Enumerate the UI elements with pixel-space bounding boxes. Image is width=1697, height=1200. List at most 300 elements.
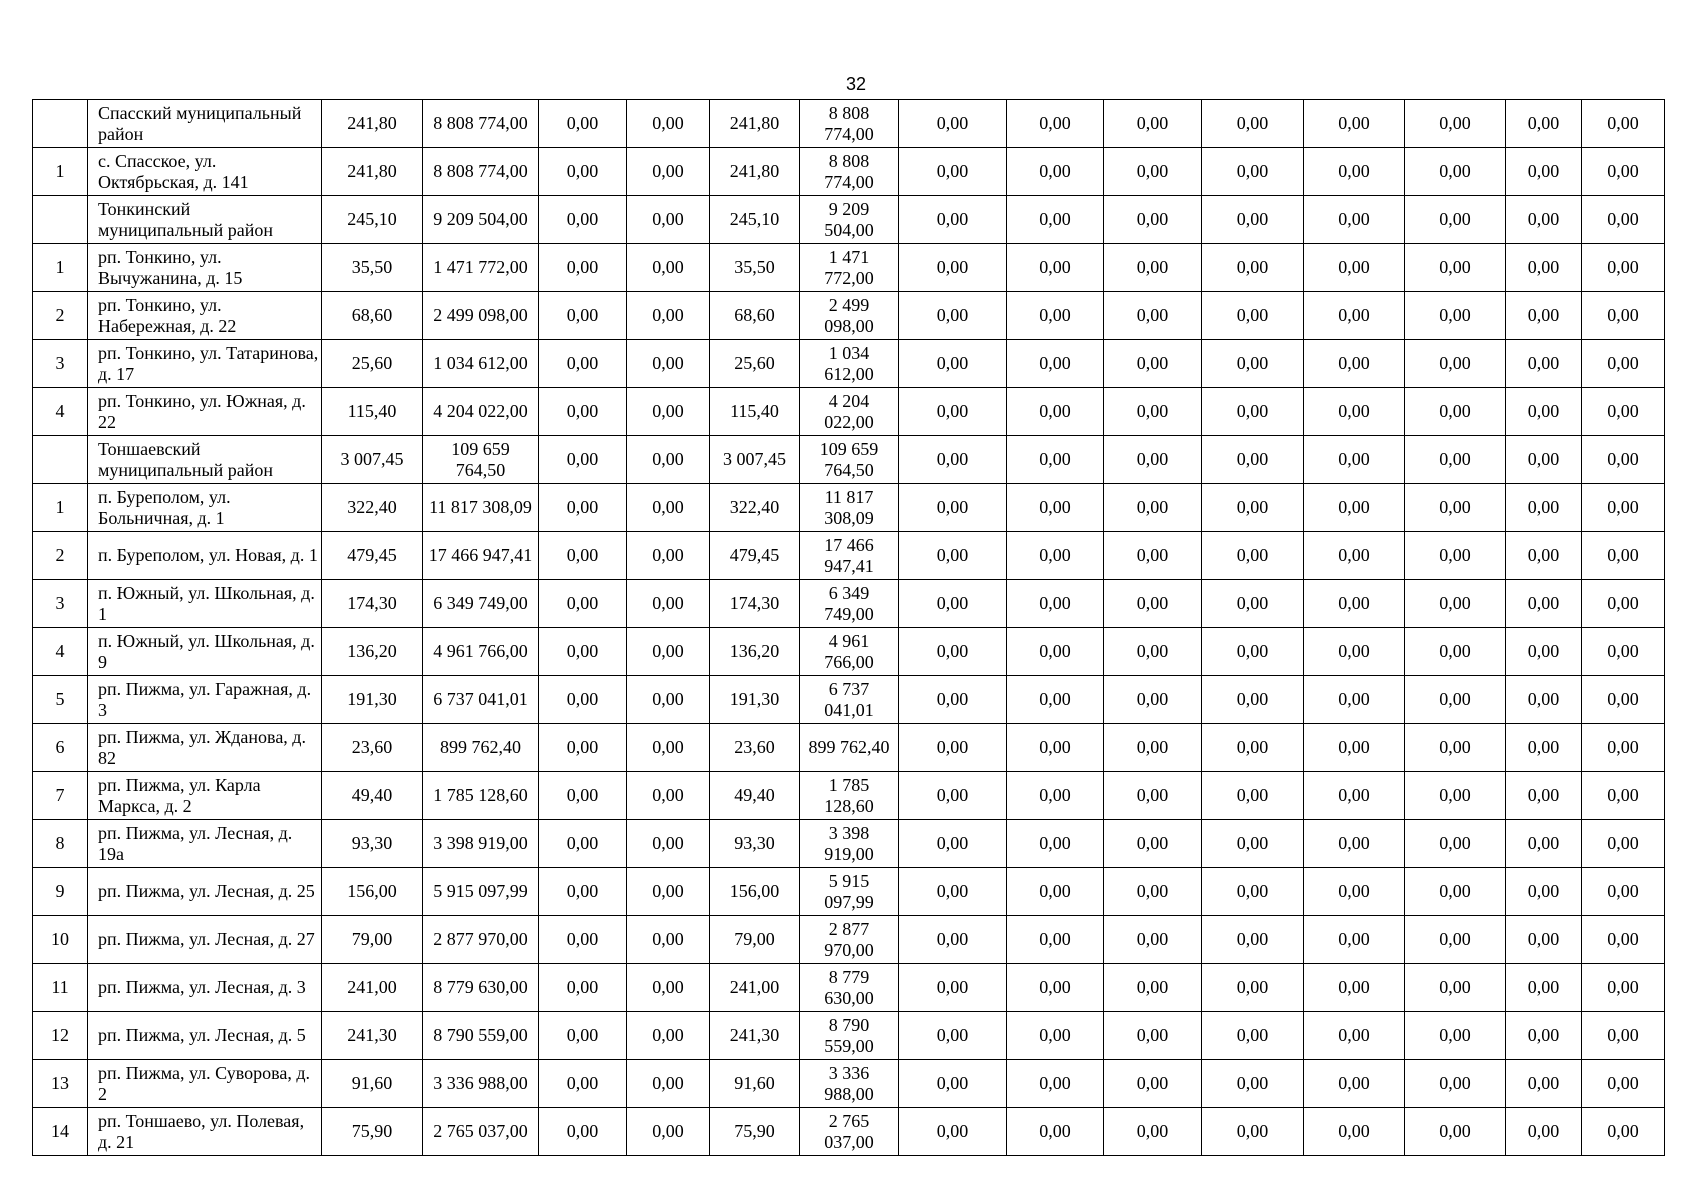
value-cell-col-14: 0,00 [1405, 724, 1506, 772]
value-cell-col-8: 8 790 559,00 [800, 1012, 899, 1060]
value-cell-col-5: 0,00 [539, 148, 627, 196]
value-cell-col-8: 9 209 504,00 [800, 196, 899, 244]
value-cell-col-13: 0,00 [1304, 100, 1405, 148]
value-cell-col-8: 3 398 919,00 [800, 820, 899, 868]
table-row [33, 964, 1665, 1012]
value-cell-col-14: 0,00 [1405, 484, 1506, 532]
value-cell-col-8: 6 349 749,00 [800, 580, 899, 628]
value-cell-col-4: 17 466 947,41 [423, 532, 539, 580]
value-cell-col-8: 8 808 774,00 [800, 100, 899, 148]
value-cell-col-6: 0,00 [627, 1060, 710, 1108]
row-number-cell: 1 [33, 148, 88, 196]
table-row [33, 532, 1665, 580]
object-name-cell: с. Спасское, ул. Октябрьская, д. 141 [88, 148, 322, 196]
object-name-cell: п. Южный, ул. Школьная, д. 1 [88, 580, 322, 628]
value-cell-col-3: 245,10 [322, 196, 423, 244]
value-cell-col-3: 241,80 [322, 148, 423, 196]
value-cell-col-11: 0,00 [1104, 196, 1202, 244]
row-number-cell: 7 [33, 772, 88, 820]
table-row [33, 916, 1665, 964]
value-cell-col-10: 0,00 [1007, 772, 1104, 820]
row-number-cell: 11 [33, 964, 88, 1012]
row-number-cell: 12 [33, 1012, 88, 1060]
value-cell-col-4: 899 762,40 [423, 724, 539, 772]
value-cell-col-6: 0,00 [627, 532, 710, 580]
value-cell-col-16: 0,00 [1582, 292, 1665, 340]
value-cell-col-16: 0,00 [1582, 196, 1665, 244]
table-row [33, 676, 1665, 724]
object-name-cell: рп. Пижма, ул. Карла Маркса, д. 2 [88, 772, 322, 820]
value-cell-col-5: 0,00 [539, 1108, 627, 1156]
value-cell-col-5: 0,00 [539, 820, 627, 868]
value-cell-col-12: 0,00 [1202, 868, 1304, 916]
value-cell-col-8: 4 961 766,00 [800, 628, 899, 676]
object-name-cell: рп. Тонкино, ул. Южная, д. 22 [88, 388, 322, 436]
table-row [33, 868, 1665, 916]
value-cell-col-10: 0,00 [1007, 868, 1104, 916]
value-cell-col-3: 115,40 [322, 388, 423, 436]
value-cell-col-16: 0,00 [1582, 100, 1665, 148]
value-cell-col-5: 0,00 [539, 580, 627, 628]
value-cell-col-3: 156,00 [322, 868, 423, 916]
value-cell-col-9: 0,00 [899, 292, 1007, 340]
value-cell-col-8: 11 817 308,09 [800, 484, 899, 532]
value-cell-col-11: 0,00 [1104, 772, 1202, 820]
value-cell-col-8: 3 336 988,00 [800, 1060, 899, 1108]
value-cell-col-12: 0,00 [1202, 1108, 1304, 1156]
value-cell-col-11: 0,00 [1104, 628, 1202, 676]
object-name-cell: Спасский муниципальный район [88, 100, 322, 148]
value-cell-col-14: 0,00 [1405, 436, 1506, 484]
value-cell-col-14: 0,00 [1405, 100, 1506, 148]
value-cell-col-3: 75,90 [322, 1108, 423, 1156]
object-name-cell: рп. Тоншаево, ул. Полевая, д. 21 [88, 1108, 322, 1156]
object-name-cell: п. Буреполом, ул. Больничная, д. 1 [88, 484, 322, 532]
value-cell-col-7: 322,40 [710, 484, 800, 532]
object-name-cell: п. Южный, ул. Школьная, д. 9 [88, 628, 322, 676]
value-cell-col-9: 0,00 [899, 244, 1007, 292]
value-cell-col-7: 35,50 [710, 244, 800, 292]
value-cell-col-16: 0,00 [1582, 1060, 1665, 1108]
value-cell-col-13: 0,00 [1304, 148, 1405, 196]
value-cell-col-12: 0,00 [1202, 340, 1304, 388]
value-cell-col-4: 8 808 774,00 [423, 148, 539, 196]
row-number-cell: 5 [33, 676, 88, 724]
value-cell-col-13: 0,00 [1304, 196, 1405, 244]
value-cell-col-7: 245,10 [710, 196, 800, 244]
value-cell-col-6: 0,00 [627, 964, 710, 1012]
value-cell-col-10: 0,00 [1007, 724, 1104, 772]
object-name-cell: рп. Тонкино, ул. Вычужанина, д. 15 [88, 244, 322, 292]
value-cell-col-11: 0,00 [1104, 1060, 1202, 1108]
row-number-cell: 10 [33, 916, 88, 964]
value-cell-col-16: 0,00 [1582, 340, 1665, 388]
value-cell-col-7: 25,60 [710, 340, 800, 388]
value-cell-col-9: 0,00 [899, 148, 1007, 196]
value-cell-col-13: 0,00 [1304, 1108, 1405, 1156]
value-cell-col-11: 0,00 [1104, 724, 1202, 772]
value-cell-col-8: 8 808 774,00 [800, 148, 899, 196]
value-cell-col-15: 0,00 [1506, 724, 1582, 772]
value-cell-col-12: 0,00 [1202, 1060, 1304, 1108]
value-cell-col-11: 0,00 [1104, 484, 1202, 532]
value-cell-col-13: 0,00 [1304, 244, 1405, 292]
value-cell-col-4: 11 817 308,09 [423, 484, 539, 532]
row-number-cell: 14 [33, 1108, 88, 1156]
value-cell-col-5: 0,00 [539, 100, 627, 148]
row-number-cell [33, 436, 88, 484]
value-cell-col-7: 156,00 [710, 868, 800, 916]
value-cell-col-8: 1 034 612,00 [800, 340, 899, 388]
value-cell-col-4: 6 737 041,01 [423, 676, 539, 724]
table-row [33, 1060, 1665, 1108]
value-cell-col-10: 0,00 [1007, 676, 1104, 724]
value-cell-col-15: 0,00 [1506, 340, 1582, 388]
value-cell-col-3: 23,60 [322, 724, 423, 772]
value-cell-col-9: 0,00 [899, 532, 1007, 580]
value-cell-col-15: 0,00 [1506, 580, 1582, 628]
value-cell-col-11: 0,00 [1104, 100, 1202, 148]
value-cell-col-13: 0,00 [1304, 724, 1405, 772]
value-cell-col-6: 0,00 [627, 868, 710, 916]
value-cell-col-14: 0,00 [1405, 532, 1506, 580]
value-cell-col-13: 0,00 [1304, 1060, 1405, 1108]
object-name-cell: рп. Пижма, ул. Жданова, д. 82 [88, 724, 322, 772]
value-cell-col-4: 2 765 037,00 [423, 1108, 539, 1156]
value-cell-col-12: 0,00 [1202, 436, 1304, 484]
table-row [33, 340, 1665, 388]
value-cell-col-13: 0,00 [1304, 916, 1405, 964]
value-cell-col-5: 0,00 [539, 628, 627, 676]
data-table [32, 99, 1665, 1156]
value-cell-col-5: 0,00 [539, 772, 627, 820]
value-cell-col-10: 0,00 [1007, 196, 1104, 244]
value-cell-col-14: 0,00 [1405, 820, 1506, 868]
object-name-cell: рп. Пижма, ул. Лесная, д. 25 [88, 868, 322, 916]
value-cell-col-8: 5 915 097,99 [800, 868, 899, 916]
value-cell-col-14: 0,00 [1405, 580, 1506, 628]
value-cell-col-14: 0,00 [1405, 628, 1506, 676]
value-cell-col-10: 0,00 [1007, 916, 1104, 964]
value-cell-col-7: 241,30 [710, 1012, 800, 1060]
value-cell-col-6: 0,00 [627, 916, 710, 964]
value-cell-col-11: 0,00 [1104, 340, 1202, 388]
row-number-cell: 6 [33, 724, 88, 772]
value-cell-col-3: 191,30 [322, 676, 423, 724]
value-cell-col-8: 2 877 970,00 [800, 916, 899, 964]
row-number-cell: 9 [33, 868, 88, 916]
value-cell-col-5: 0,00 [539, 436, 627, 484]
value-cell-col-5: 0,00 [539, 244, 627, 292]
value-cell-col-15: 0,00 [1506, 436, 1582, 484]
value-cell-col-6: 0,00 [627, 196, 710, 244]
value-cell-col-14: 0,00 [1405, 196, 1506, 244]
value-cell-col-14: 0,00 [1405, 1108, 1506, 1156]
value-cell-col-4: 3 336 988,00 [423, 1060, 539, 1108]
value-cell-col-7: 91,60 [710, 1060, 800, 1108]
value-cell-col-12: 0,00 [1202, 388, 1304, 436]
value-cell-col-3: 241,30 [322, 1012, 423, 1060]
value-cell-col-11: 0,00 [1104, 580, 1202, 628]
value-cell-col-7: 115,40 [710, 388, 800, 436]
value-cell-col-13: 0,00 [1304, 340, 1405, 388]
value-cell-col-10: 0,00 [1007, 964, 1104, 1012]
row-number-cell: 2 [33, 292, 88, 340]
row-number-cell: 2 [33, 532, 88, 580]
row-number-cell [33, 196, 88, 244]
value-cell-col-9: 0,00 [899, 868, 1007, 916]
value-cell-col-14: 0,00 [1405, 868, 1506, 916]
value-cell-col-15: 0,00 [1506, 820, 1582, 868]
value-cell-col-6: 0,00 [627, 628, 710, 676]
value-cell-col-3: 25,60 [322, 340, 423, 388]
value-cell-col-14: 0,00 [1405, 148, 1506, 196]
table-row [33, 484, 1665, 532]
value-cell-col-16: 0,00 [1582, 484, 1665, 532]
value-cell-col-10: 0,00 [1007, 292, 1104, 340]
value-cell-col-10: 0,00 [1007, 1060, 1104, 1108]
value-cell-col-8: 6 737 041,01 [800, 676, 899, 724]
value-cell-col-7: 241,80 [710, 148, 800, 196]
value-cell-col-10: 0,00 [1007, 436, 1104, 484]
value-cell-col-4: 4 204 022,00 [423, 388, 539, 436]
value-cell-col-16: 0,00 [1582, 148, 1665, 196]
value-cell-col-9: 0,00 [899, 100, 1007, 148]
value-cell-col-16: 0,00 [1582, 820, 1665, 868]
value-cell-col-15: 0,00 [1506, 964, 1582, 1012]
value-cell-col-12: 0,00 [1202, 820, 1304, 868]
value-cell-col-9: 0,00 [899, 724, 1007, 772]
value-cell-col-3: 68,60 [322, 292, 423, 340]
value-cell-col-9: 0,00 [899, 676, 1007, 724]
value-cell-col-14: 0,00 [1405, 676, 1506, 724]
value-cell-col-14: 0,00 [1405, 964, 1506, 1012]
value-cell-col-6: 0,00 [627, 820, 710, 868]
value-cell-col-10: 0,00 [1007, 100, 1104, 148]
value-cell-col-14: 0,00 [1405, 772, 1506, 820]
value-cell-col-15: 0,00 [1506, 1108, 1582, 1156]
value-cell-col-15: 0,00 [1506, 1060, 1582, 1108]
value-cell-col-5: 0,00 [539, 484, 627, 532]
value-cell-col-14: 0,00 [1405, 292, 1506, 340]
value-cell-col-4: 9 209 504,00 [423, 196, 539, 244]
value-cell-col-5: 0,00 [539, 292, 627, 340]
value-cell-col-10: 0,00 [1007, 244, 1104, 292]
value-cell-col-5: 0,00 [539, 1012, 627, 1060]
value-cell-col-3: 241,00 [322, 964, 423, 1012]
value-cell-col-15: 0,00 [1506, 868, 1582, 916]
value-cell-col-13: 0,00 [1304, 868, 1405, 916]
value-cell-col-11: 0,00 [1104, 292, 1202, 340]
row-number-cell [33, 100, 88, 148]
value-cell-col-16: 0,00 [1582, 1108, 1665, 1156]
value-cell-col-8: 1 785 128,60 [800, 772, 899, 820]
table-row [33, 820, 1665, 868]
value-cell-col-7: 241,00 [710, 964, 800, 1012]
value-cell-col-7: 191,30 [710, 676, 800, 724]
object-name-cell: рп. Пижма, ул. Лесная, д. 5 [88, 1012, 322, 1060]
value-cell-col-15: 0,00 [1506, 484, 1582, 532]
value-cell-col-8: 899 762,40 [800, 724, 899, 772]
value-cell-col-7: 174,30 [710, 580, 800, 628]
table-row [33, 1108, 1665, 1156]
value-cell-col-4: 1 785 128,60 [423, 772, 539, 820]
object-name-cell: рп. Пижма, ул. Лесная, д. 3 [88, 964, 322, 1012]
object-name-cell: рп. Тонкино, ул. Набережная, д. 22 [88, 292, 322, 340]
value-cell-col-6: 0,00 [627, 724, 710, 772]
value-cell-col-13: 0,00 [1304, 580, 1405, 628]
value-cell-col-15: 0,00 [1506, 916, 1582, 964]
value-cell-col-13: 0,00 [1304, 772, 1405, 820]
value-cell-col-15: 0,00 [1506, 388, 1582, 436]
value-cell-col-12: 0,00 [1202, 484, 1304, 532]
table-row [33, 100, 1665, 148]
value-cell-col-4: 3 398 919,00 [423, 820, 539, 868]
value-cell-col-5: 0,00 [539, 196, 627, 244]
row-number-cell: 4 [33, 628, 88, 676]
value-cell-col-12: 0,00 [1202, 724, 1304, 772]
value-cell-col-7: 479,45 [710, 532, 800, 580]
value-cell-col-6: 0,00 [627, 580, 710, 628]
row-number-cell: 1 [33, 244, 88, 292]
value-cell-col-4: 2 499 098,00 [423, 292, 539, 340]
value-cell-col-7: 93,30 [710, 820, 800, 868]
value-cell-col-16: 0,00 [1582, 532, 1665, 580]
value-cell-col-11: 0,00 [1104, 916, 1202, 964]
value-cell-col-11: 0,00 [1104, 532, 1202, 580]
object-name-cell: рп. Тонкино, ул. Татаринова, д. 17 [88, 340, 322, 388]
value-cell-col-9: 0,00 [899, 388, 1007, 436]
row-number-cell: 13 [33, 1060, 88, 1108]
value-cell-col-11: 0,00 [1104, 820, 1202, 868]
value-cell-col-3: 479,45 [322, 532, 423, 580]
value-cell-col-16: 0,00 [1582, 772, 1665, 820]
value-cell-col-13: 0,00 [1304, 964, 1405, 1012]
value-cell-col-16: 0,00 [1582, 244, 1665, 292]
value-cell-col-5: 0,00 [539, 388, 627, 436]
value-cell-col-11: 0,00 [1104, 964, 1202, 1012]
value-cell-col-6: 0,00 [627, 676, 710, 724]
value-cell-col-4: 1 471 772,00 [423, 244, 539, 292]
value-cell-col-10: 0,00 [1007, 820, 1104, 868]
value-cell-col-8: 109 659 764,50 [800, 436, 899, 484]
value-cell-col-9: 0,00 [899, 436, 1007, 484]
value-cell-col-15: 0,00 [1506, 628, 1582, 676]
value-cell-col-9: 0,00 [899, 580, 1007, 628]
value-cell-col-8: 8 779 630,00 [800, 964, 899, 1012]
value-cell-col-4: 5 915 097,99 [423, 868, 539, 916]
value-cell-col-3: 322,40 [322, 484, 423, 532]
value-cell-col-12: 0,00 [1202, 628, 1304, 676]
value-cell-col-16: 0,00 [1582, 628, 1665, 676]
table-body [33, 100, 1665, 1156]
object-name-cell: рп. Пижма, ул. Гаражная, д. 3 [88, 676, 322, 724]
value-cell-col-10: 0,00 [1007, 580, 1104, 628]
value-cell-col-16: 0,00 [1582, 580, 1665, 628]
value-cell-col-11: 0,00 [1104, 388, 1202, 436]
value-cell-col-8: 2 765 037,00 [800, 1108, 899, 1156]
value-cell-col-8: 17 466 947,41 [800, 532, 899, 580]
row-number-cell: 8 [33, 820, 88, 868]
value-cell-col-13: 0,00 [1304, 292, 1405, 340]
value-cell-col-9: 0,00 [899, 1108, 1007, 1156]
value-cell-col-6: 0,00 [627, 1012, 710, 1060]
value-cell-col-5: 0,00 [539, 868, 627, 916]
value-cell-col-13: 0,00 [1304, 1012, 1405, 1060]
value-cell-col-14: 0,00 [1405, 244, 1506, 292]
value-cell-col-11: 0,00 [1104, 1108, 1202, 1156]
value-cell-col-13: 0,00 [1304, 820, 1405, 868]
value-cell-col-12: 0,00 [1202, 772, 1304, 820]
value-cell-col-5: 0,00 [539, 1060, 627, 1108]
value-cell-col-6: 0,00 [627, 1108, 710, 1156]
value-cell-col-9: 0,00 [899, 772, 1007, 820]
value-cell-col-13: 0,00 [1304, 388, 1405, 436]
value-cell-col-12: 0,00 [1202, 148, 1304, 196]
value-cell-col-4: 8 808 774,00 [423, 100, 539, 148]
value-cell-col-9: 0,00 [899, 916, 1007, 964]
value-cell-col-3: 241,80 [322, 100, 423, 148]
value-cell-col-14: 0,00 [1405, 1012, 1506, 1060]
value-cell-col-6: 0,00 [627, 340, 710, 388]
value-cell-col-9: 0,00 [899, 820, 1007, 868]
value-cell-col-16: 0,00 [1582, 868, 1665, 916]
value-cell-col-13: 0,00 [1304, 532, 1405, 580]
value-cell-col-10: 0,00 [1007, 532, 1104, 580]
table-row [33, 196, 1665, 244]
value-cell-col-11: 0,00 [1104, 1012, 1202, 1060]
value-cell-col-3: 93,30 [322, 820, 423, 868]
object-name-cell: рп. Пижма, ул. Суворова, д. 2 [88, 1060, 322, 1108]
value-cell-col-12: 0,00 [1202, 100, 1304, 148]
value-cell-col-14: 0,00 [1405, 340, 1506, 388]
value-cell-col-5: 0,00 [539, 964, 627, 1012]
value-cell-col-5: 0,00 [539, 916, 627, 964]
value-cell-col-11: 0,00 [1104, 148, 1202, 196]
value-cell-col-7: 75,90 [710, 1108, 800, 1156]
value-cell-col-15: 0,00 [1506, 100, 1582, 148]
value-cell-col-12: 0,00 [1202, 964, 1304, 1012]
table-row [33, 436, 1665, 484]
value-cell-col-8: 1 471 772,00 [800, 244, 899, 292]
value-cell-col-16: 0,00 [1582, 388, 1665, 436]
value-cell-col-6: 0,00 [627, 772, 710, 820]
value-cell-col-13: 0,00 [1304, 484, 1405, 532]
value-cell-col-6: 0,00 [627, 148, 710, 196]
table-row [33, 388, 1665, 436]
value-cell-col-7: 68,60 [710, 292, 800, 340]
value-cell-col-15: 0,00 [1506, 148, 1582, 196]
table-row [33, 244, 1665, 292]
value-cell-col-7: 23,60 [710, 724, 800, 772]
value-cell-col-12: 0,00 [1202, 916, 1304, 964]
value-cell-col-15: 0,00 [1506, 676, 1582, 724]
value-cell-col-11: 0,00 [1104, 244, 1202, 292]
value-cell-col-10: 0,00 [1007, 340, 1104, 388]
value-cell-col-3: 35,50 [322, 244, 423, 292]
value-cell-col-4: 109 659 764,50 [423, 436, 539, 484]
value-cell-col-7: 3 007,45 [710, 436, 800, 484]
value-cell-col-14: 0,00 [1405, 1060, 1506, 1108]
object-name-cell: Тоншаевский муниципальный район [88, 436, 322, 484]
value-cell-col-5: 0,00 [539, 532, 627, 580]
value-cell-col-3: 3 007,45 [322, 436, 423, 484]
value-cell-col-10: 0,00 [1007, 148, 1104, 196]
value-cell-col-6: 0,00 [627, 436, 710, 484]
value-cell-col-15: 0,00 [1506, 196, 1582, 244]
value-cell-col-6: 0,00 [627, 100, 710, 148]
value-cell-col-4: 8 790 559,00 [423, 1012, 539, 1060]
